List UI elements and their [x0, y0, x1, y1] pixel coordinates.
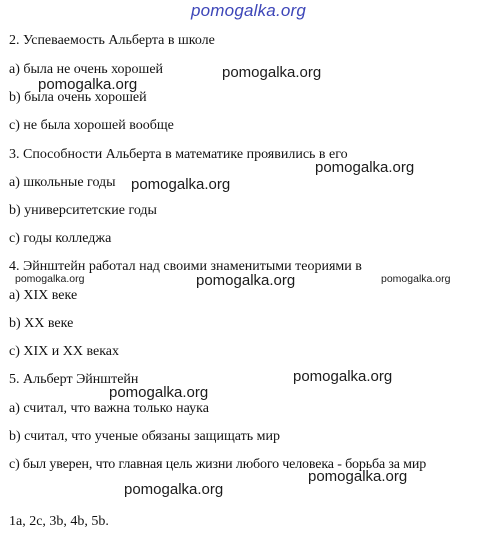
question-4-title: 4. Эйнштейн работал над своими знаменитыми теориями в — [9, 259, 362, 274]
question-2-option-c: c) не была хорошей вообще — [9, 118, 174, 133]
question-5-option-c: c) был уверен, что главная цель жизни любого человека - борьба за мир — [9, 457, 427, 472]
watermark: pomogalka.org — [196, 272, 296, 289]
watermark: pomogalka.org — [131, 176, 231, 193]
answer-key: 1a, 2c, 3b, 4b, 5b. — [9, 514, 109, 529]
watermark: pomogalka.org — [124, 481, 224, 498]
watermark: pomogalka.org — [222, 64, 322, 81]
question-4-option-b: b) XX веке — [9, 316, 74, 331]
watermark: pomogalka.org — [109, 384, 209, 401]
question-5-option-a: a) считал, что важна только наука — [9, 401, 209, 416]
watermark: pomogalka.org — [15, 273, 85, 285]
watermark: pomogalka.org — [293, 368, 393, 385]
question-2-option-b: b) была очень хорошей — [9, 90, 147, 105]
watermark: pomogalka.org — [38, 76, 138, 93]
question-2-title: 2. Успеваемость Альберта в школе — [9, 33, 215, 48]
question-4-option-c: c) XIX и XX веках — [9, 344, 120, 359]
question-3-title: 3. Способности Альберта в математике проявились в его — [9, 147, 348, 162]
watermark: pomogalka.org — [381, 273, 451, 285]
question-5-option-b: b) считал, что ученые обязаны защищать мир — [9, 429, 280, 444]
question-4-option-a: a) XIX веке — [9, 288, 78, 303]
watermark: pomogalka.org — [308, 468, 408, 485]
question-3-option-c: c) годы колледжа — [9, 231, 112, 246]
watermark: pomogalka.org — [315, 159, 415, 176]
question-5-title: 5. Альберт Эйнштейн — [9, 372, 139, 387]
watermark-header: pomogalka.org — [191, 1, 307, 20]
question-2-option-a: a) была не очень хорошей — [9, 62, 164, 77]
question-3-option-a: a) школьные годы — [9, 175, 116, 190]
question-3-option-b: b) университетские годы — [9, 203, 157, 218]
